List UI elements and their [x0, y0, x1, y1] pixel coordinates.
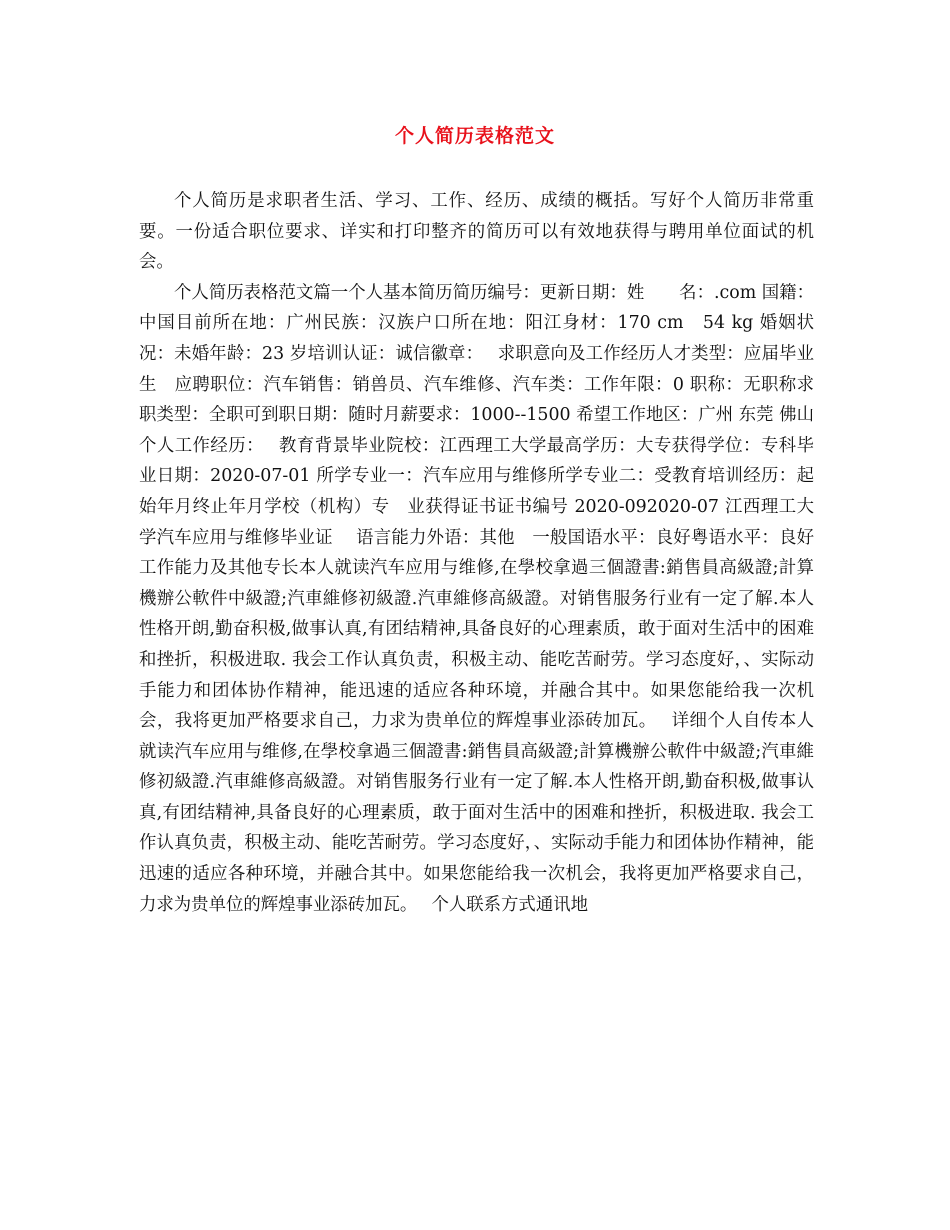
resume-paragraph: 个人简历表格范文篇一个人基本简历简历编号：更新日期：姓 名：.com 国籍：中国目前所在地：广州民族：汉族户口所在地：阳江身材：170 cm 54 kg 婚姻状况：未婚年龄：23 岁培训认证：诚信徽章： 求职意向及工作经历人才类型：应届毕业生 应聘职位：汽车销售：销兽员、汽车维修、汽车类：工作年限：0 职称：无职称求职类型：全职可到职日期：随时月薪要求：1000--1500 希望工作地区：广州 东莞 佛山个人工作经历： 教育背景毕业院校：江西理工大学最高学历：大专获得学位：专科毕业日期：2020-07-01 所学专业一：汽车应用与维修所学专业二：受教育培训经历：起始年月终止年月学校（机构）专 业获得证书证书编号 2020-092020-07 江西理工大学汽车应用与维修毕业证 语言能力外语：其他 一般国语水平：良好粤语水平：良好 工作能力及其他专长本人就读汽车应用与维修,在學校拿過三個證書:銷售員高級證;計算機辦公軟件中級證;汽車維修初級證.汽車維修高級證。对销售服务行业有一定了解.本人性格开朗,勤奋积极,做事认真,有团结精神,具备良好的心理素质，敢于面对生活中的困难和挫折，积极进取. 我会工作认真负责，积极主动、能吃苦耐劳。学习态度好，、实际动手能力和团体协作精神，能迅速的适应各种环境，并融合其中。如果您能给我一次机会，我将更加严格要求自己，力求为贵单位的辉煌事业添砖加瓦。 详细个人自传本人就读汽车应用与维修,在學校拿過三個證書:銷售員高級證;計算機辦公軟件中級證;汽車維修初級證.汽車維修高級證。对销售服务行业有一定了解.本人性格开朗,勤奋积极,做事认真,有团结精神,具备良好的心理素质，敢于面对生活中的困难和挫折，积极进取. 我会工作认真负责，积极主动、能吃苦耐劳。学习态度好，、实际动手能力和团体协作精神，能迅速的适应各种环境，并融合其中。如果您能给我一次机会，我将更加严格要求自己，力求为贵单位的辉煌事业添砖加瓦。 个人联系方式通讯地	[139, 282, 837, 915]
document-body	[139, 186, 837, 920]
intro-paragraph: 个人简历是求职者生活、学习、工作、经历、成绩的概括。写好个人简历非常重要。一份适合职位要求、详实和打印整齐的简历可以有效地获得与聘用单位面试的机会。	[139, 191, 814, 273]
document-title: 个人简历表格范文	[394, 125, 555, 147]
